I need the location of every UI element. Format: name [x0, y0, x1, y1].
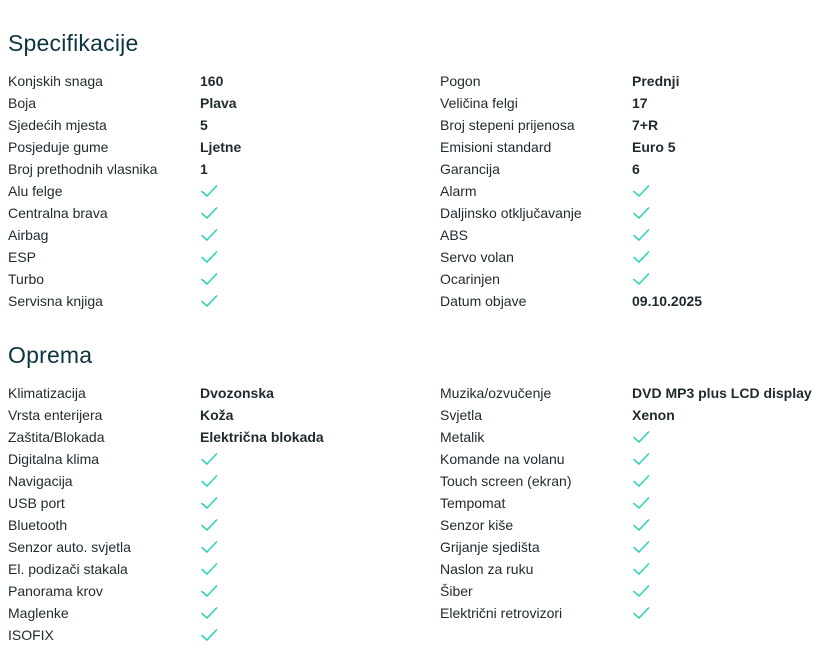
field-label: Centralna brava: [8, 205, 108, 221]
checkmark-icon: [200, 292, 218, 310]
field-label: ESP: [8, 249, 37, 265]
spec-row: [0, 158, 818, 180]
checkmark-icon: [632, 582, 650, 600]
spec-row: [0, 470, 818, 492]
spec-row: [0, 70, 818, 92]
spec-row: [0, 268, 818, 290]
field-label: Sjedećih mjesta: [8, 117, 107, 133]
spec-row: [0, 536, 818, 558]
checkmark-icon: [632, 604, 650, 622]
field-value: 17: [632, 95, 648, 111]
field-value: Prednji: [632, 73, 680, 89]
spec-row: [0, 224, 818, 246]
field-label: Daljinsko otključavanje: [440, 205, 582, 221]
spec-row: [0, 246, 818, 268]
spec-row: [0, 114, 818, 136]
field-label: Muzika/ozvučenje: [440, 385, 552, 401]
field-label: Bluetooth: [8, 517, 68, 533]
field-label: Senzor kiše: [440, 517, 514, 533]
field-label: USB port: [8, 495, 65, 511]
checkmark-icon: [200, 516, 218, 534]
checkmark-icon: [200, 450, 218, 468]
checkmark-icon: [200, 560, 218, 578]
spec-row: [0, 624, 818, 646]
field-label: Pogon: [440, 73, 481, 89]
spec-row: [0, 580, 818, 602]
field-value: Električna blokada: [200, 429, 324, 445]
checkmark-icon: [632, 560, 650, 578]
field-value: 7+R: [632, 117, 659, 133]
field-value: DVD MP3 plus LCD display: [632, 385, 812, 401]
field-value: Euro 5: [632, 139, 676, 155]
specifications-list: [0, 70, 818, 312]
field-label: Svjetla: [440, 407, 483, 423]
field-label: Airbag: [8, 227, 49, 243]
checkmark-icon: [200, 472, 218, 490]
field-label: Turbo: [8, 271, 45, 287]
checkmark-icon: [200, 270, 218, 288]
checkmark-icon: [632, 494, 650, 512]
field-value: 5: [200, 117, 208, 133]
field-label: Servisna knjiga: [8, 293, 103, 309]
field-label: Zaštita/Blokada: [8, 429, 105, 445]
checkmark-icon: [200, 204, 218, 222]
field-label: Touch screen (ekran): [440, 473, 572, 489]
field-label: Ocarinjen: [440, 271, 500, 287]
checkmark-icon: [200, 538, 218, 556]
checkmark-icon: [632, 472, 650, 490]
field-label: Konjskih snaga: [8, 73, 103, 89]
checkmark-icon: [200, 494, 218, 512]
field-label: Datum objave: [440, 293, 527, 309]
field-value: Dvozonska: [200, 385, 274, 401]
field-label: Broj stepeni prijenosa: [440, 117, 575, 133]
checkmark-icon: [632, 450, 650, 468]
field-value: Xenon: [632, 407, 675, 423]
field-label: Grijanje sjedišta: [440, 539, 540, 555]
field-label: Maglenke: [8, 605, 69, 621]
spec-row: [0, 92, 818, 114]
spec-row: [0, 602, 818, 624]
field-label: Garancija: [440, 161, 500, 177]
field-label: Veličina felgi: [440, 95, 518, 111]
spec-row: [0, 136, 818, 158]
field-value: Plava: [200, 95, 237, 111]
checkmark-icon: [200, 582, 218, 600]
field-label: Klimatizacija: [8, 385, 86, 401]
field-value: 160: [200, 73, 224, 89]
field-label: Digitalna klima: [8, 451, 100, 467]
checkmark-icon: [632, 226, 650, 244]
field-label: Servo volan: [440, 249, 514, 265]
checkmark-icon: [200, 604, 218, 622]
field-label: El. podizači stakala: [8, 561, 128, 577]
field-label: Senzor auto. svjetla: [8, 539, 131, 555]
spec-row: [0, 558, 818, 580]
field-label: Emisioni standard: [440, 139, 552, 155]
field-value: Koža: [200, 407, 234, 423]
checkmark-icon: [632, 204, 650, 222]
field-label: ISOFIX: [8, 627, 54, 643]
section-title-oprema: Oprema: [8, 342, 93, 368]
section-title-specifikacije: Specifikacije: [8, 30, 139, 56]
checkmark-icon: [632, 516, 650, 534]
checkmark-icon: [632, 428, 650, 446]
field-label: Električni retrovizori: [440, 605, 563, 621]
field-value: 09.10.2025: [632, 293, 703, 309]
field-label: Šiber: [440, 583, 473, 599]
field-label: Komande na volanu: [440, 451, 565, 467]
field-label: Tempomat: [440, 495, 506, 511]
field-label: Broj prethodnih vlasnika: [8, 161, 158, 177]
spec-row: [0, 202, 818, 224]
checkmark-icon: [632, 538, 650, 556]
field-label: Metalik: [440, 429, 485, 445]
field-label: ABS: [440, 227, 469, 243]
spec-row: [0, 426, 818, 448]
field-label: Boja: [8, 95, 37, 111]
spec-row: [0, 514, 818, 536]
field-label: Panorama krov: [8, 583, 103, 599]
checkmark-icon: [632, 182, 650, 200]
spec-row: [0, 290, 818, 312]
checkmark-icon: [200, 248, 218, 266]
spec-row: [0, 448, 818, 470]
field-label: Alu felge: [8, 183, 63, 199]
field-label: Posjeduje gume: [8, 139, 109, 155]
spec-row: [0, 492, 818, 514]
checkmark-icon: [632, 248, 650, 266]
checkmark-icon: [200, 226, 218, 244]
checkmark-icon: [200, 182, 218, 200]
spec-row: [0, 180, 818, 202]
field-value: Ljetne: [200, 139, 242, 155]
checkmark-icon: [200, 626, 218, 644]
checkmark-icon: [632, 270, 650, 288]
spec-row: [0, 404, 818, 426]
field-label: Alarm: [440, 183, 477, 199]
field-value: 1: [200, 161, 208, 177]
spec-row: [0, 382, 818, 404]
field-label: Navigacija: [8, 473, 73, 489]
field-value: 6: [632, 161, 640, 177]
field-label: Naslon za ruku: [440, 561, 534, 577]
equipment-list: [0, 382, 818, 646]
field-label: Vrsta enterijera: [8, 407, 103, 423]
